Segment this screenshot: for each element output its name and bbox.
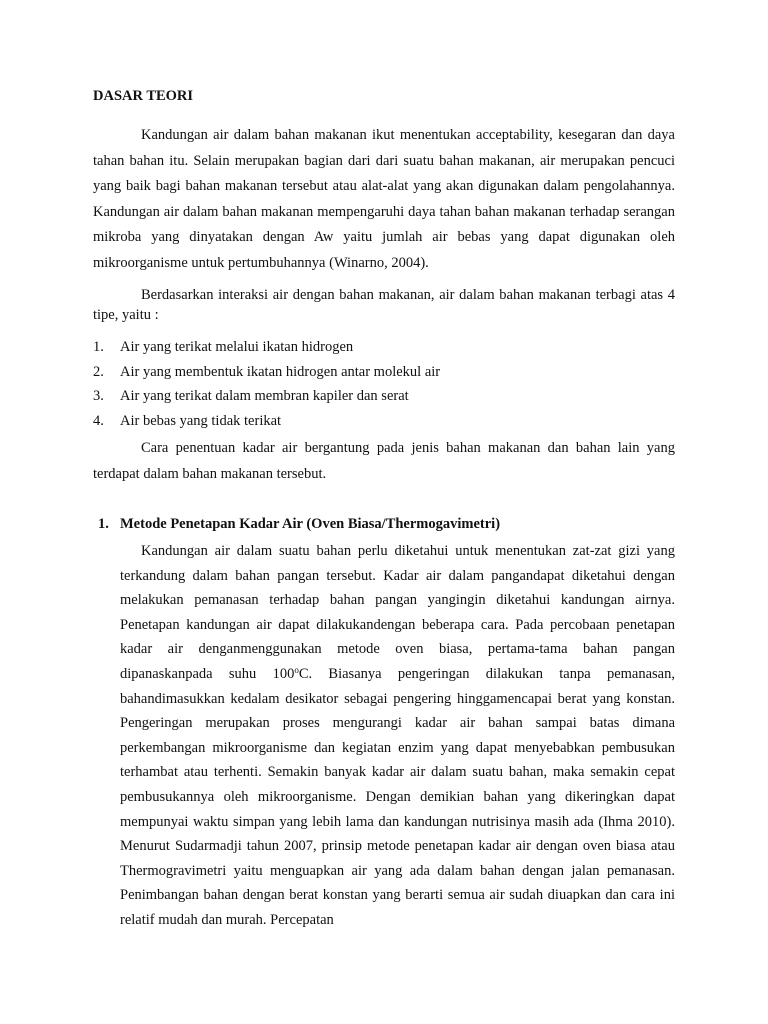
list-item-number: 1.	[93, 339, 104, 355]
section-heading	[98, 514, 500, 534]
section-number: 1.	[98, 516, 109, 532]
list-item-text: Air yang membentuk ikatan hidrogen antar molekul air	[120, 363, 441, 380]
section-title: Metode Penetapan Kadar Air (Oven Biasa/Thermogavimetri)	[120, 516, 501, 532]
list-item-text: Air yang terikat dalam membran kapiler dan serat	[120, 388, 409, 404]
paragraph-water-types: Berdasarkan interaksi air dengan bahan makanan, air dalam bahan makanan terbagi atas 4 tipe, yaitu :	[93, 287, 675, 323]
temperature-value: 100	[272, 665, 295, 682]
list-item	[93, 386, 675, 411]
degree-symbol: o	[294, 664, 299, 675]
section-body-part-2: . Biasanya pengeringan dilakukan tanpa pemanasan, bahandimasukkan kedalam desikator sebagai pengering hinggamencapai berat yang konstan. Pengeringan merupakan proses mengurangi kadar air bahan sampai batas dimana perkembangan mikroorganisme dan kegiatan enzim yang dapat menyebabkan pembusukan terhambat atau terhenti. Semakin banyak kadar air dalam suatu bahan, maka semakin cepat pembusukannya oleh mikroorganisme. Dengan demikian bahan yang dikeringkan dapat mempunyai waktu simpan yang lebih lama dan kandungan nutrisinya masih ada (Ihma 2010). Menurut Sudarmadji tahun 2007, prinsip metode penetapan kadar air dengan oven biasa atau Thermogravimetri yaitu menguapkan air yang ada dalam bahan dengan jalan pemanasan. Penimbangan bahan dengan berat konstan yang berarti semua air sudah diuapkan dan cara ini relatif mudah dan murah. Percepatan	[120, 665, 675, 928]
list-item	[93, 411, 675, 436]
paragraph-method-note: Cara penentuan kadar air bergantung pada jenis bahan makanan dan bahan lain yang terdapat dalam bahan makanan tersebut.	[93, 440, 675, 482]
list-item	[93, 337, 675, 362]
temperature-unit: C	[298, 665, 309, 682]
paragraph-intro: Kandungan air dalam bahan makanan ikut menentukan acceptability, kesegaran dan daya tahan bahan itu. Selain merupakan bagian dari dari suatu bahan makanan, air merupakan pencuci yang baik bagi bahan makanan tersebut atau alat-alat yang akan digunakan dalam pengolahannya. Kandungan air dalam bahan makanan mempengaruhi daya tahan bahan makanan terhadap serangan mikroba yang dinyatakan dengan Aw yaitu jumlah air bebas yang dapat digunakan oleh mikroorganisme untuk pertumbuhannya (Winarno, 2004).	[93, 127, 675, 271]
list-item-number: 4.	[93, 412, 104, 429]
list-item-number: 2.	[93, 363, 104, 380]
list-item-text: Air bebas yang tidak terikat	[120, 412, 282, 429]
section-body-part-1: Kandungan air dalam suatu bahan perlu diketahui untuk menentukan zat-zat gizi yang terkandung dalam bahan pangan tersebut. Kadar air dalam pangandapat diketahui dengan melakukan pemanasan terhadap bahan pangan yangingin diketahui kandungan airnya. Penetapan kandungan air dapat dilakukandengan beberapa cara. Pada percobaan penetapan kadar air denganmenggunakan metode oven biasa, pertama-tama bahan pangan dipanaskanpada suhu	[120, 543, 675, 682]
list-item-text: Air yang terikat melalui ikatan hidrogen	[120, 339, 354, 355]
water-types-list	[93, 337, 675, 435]
list-item	[93, 362, 675, 387]
list-item-number: 3.	[93, 388, 104, 404]
page-heading: DASAR TEORI	[93, 88, 194, 104]
section-body	[120, 539, 675, 933]
